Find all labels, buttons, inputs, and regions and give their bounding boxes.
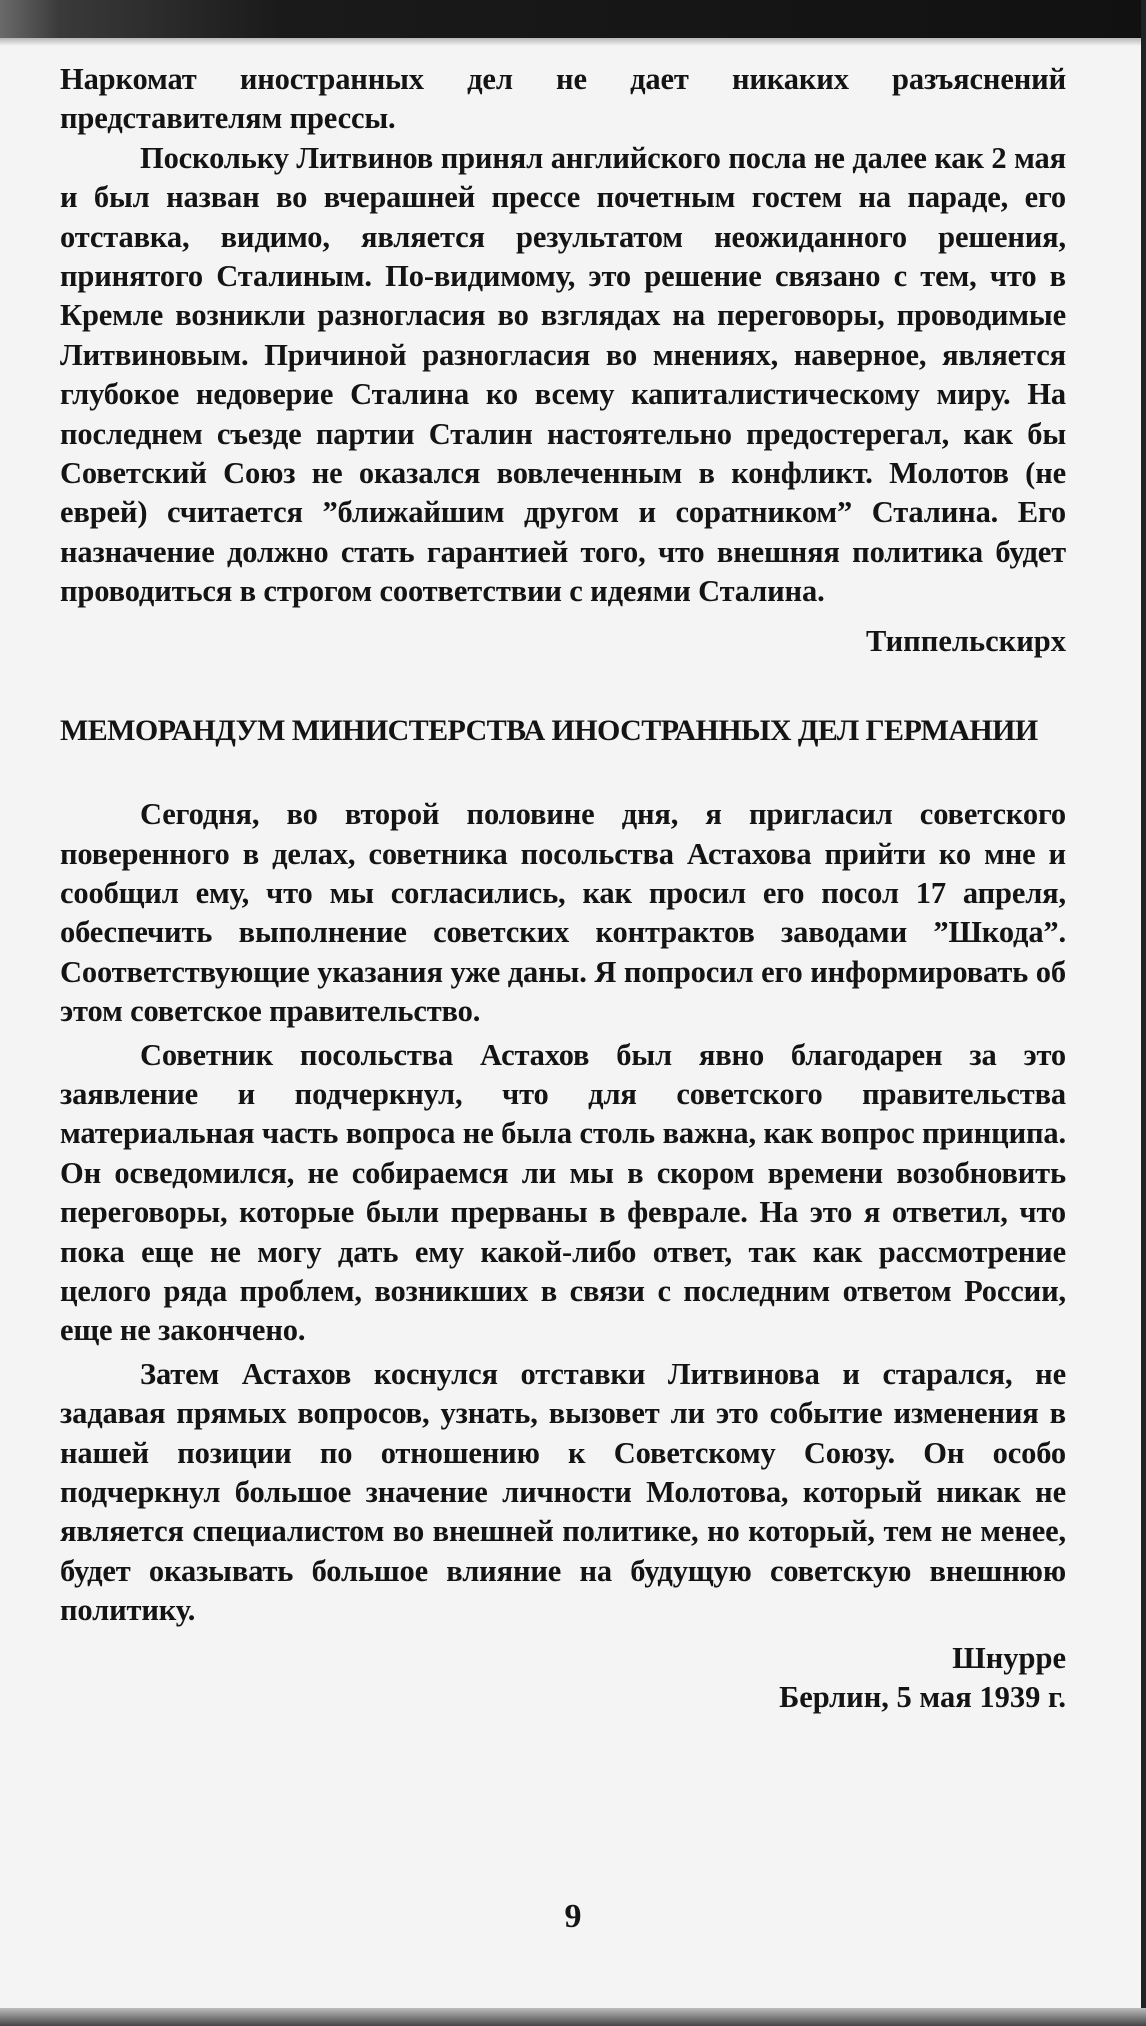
paragraph-skoda-contracts: Сегодня, во второй половине дня, я пригласил советского поверенного в делах, советника посольства Астахова прийти ко мне и сообщил ему, что мы согласились, как просил его посол 17 апреля, обеспечить выполнение советских контрактов заводами ”Шкода”. Соответствующие указания уже даны. Я попросил его информировать об этом советское правительство. — [60, 797, 1066, 1029]
paragraph-molotov-influence: Затем Астахов коснулся отставки Литвинова и старался, не задавая прямых вопросов, узнать, вызовет ли это событие изменения в нашей позиции по отношению к Советскому Союзу. Он особо подчеркнул большое значение личности Молотова, который никак не является специалистом во внешней политике, но который, тем не менее, будет оказывать большое влияние на будущую советскую внешнюю политику. — [60, 1356, 1066, 1628]
paragraph-litvinov-resignation: Поскольку Литвинов принял английского посла не далее как 2 мая и был назван во вчерашней прессе почетным гостем на параде, его отставка, видимо, является результатом неожиданного решения, принятого Сталиным. По-видимому, это решение связано с тем, что в Кремле возникли разногласия во взглядах на переговоры, проводимые Литвиновым. Причиной разногласия во мнениях, наверное, является глубокое недоверие Сталина ко всему капиталистическому миру. На последнем съезде партии Сталин настоятельно предостерегал, как бы Советский Союз не оказался вовлеченным в конфликт. Молотов (не еврей) считается ”ближайшим другом и соратником” Сталина. Его назначение должно стать гарантией того, что внешняя политика будет проводиться в строгом соответствии с идеями Сталина. — [60, 140, 1066, 609]
page-number: 9 — [564, 1898, 582, 1935]
memorandum-heading: МЕМОРАНДУМ МИНИСТЕРСТВА ИНОСТРАННЫХ ДЕЛ ГЕРМАНИИ — [60, 714, 1038, 748]
signature-schnurre: Шнурре — [952, 1640, 1066, 1675]
paragraph-press: Наркомат иностранных дел не дает никаких разъяснений представителям прессы. — [60, 62, 1066, 136]
scan-top-border — [0, 0, 1146, 38]
scan-bottom-border — [0, 2008, 1146, 2026]
signature-tippelskirch: Типпельскирх — [866, 623, 1066, 658]
scan-right-edge — [1141, 0, 1146, 2026]
document-page — [60, 60, 1066, 1717]
paragraph-astakhov-gratitude: Советник посольства Астахов был явно благодарен за это заявление и подчеркнул, что для советского правительства материальная часть вопроса не была столь важна, как вопрос принципа. Он осведомился, не собираемся ли мы в скором времени возобновить переговоры, которые были прерваны в феврале. На это я ответил, что пока еще не могу дать ему какой-либо ответ, так как рассмотрение целого ряда проблем, возникших в связи с последним ответом России, еще не закончено. — [60, 1037, 1066, 1348]
place-date: Берлин, 5 мая 1939 г. — [779, 1680, 1066, 1715]
